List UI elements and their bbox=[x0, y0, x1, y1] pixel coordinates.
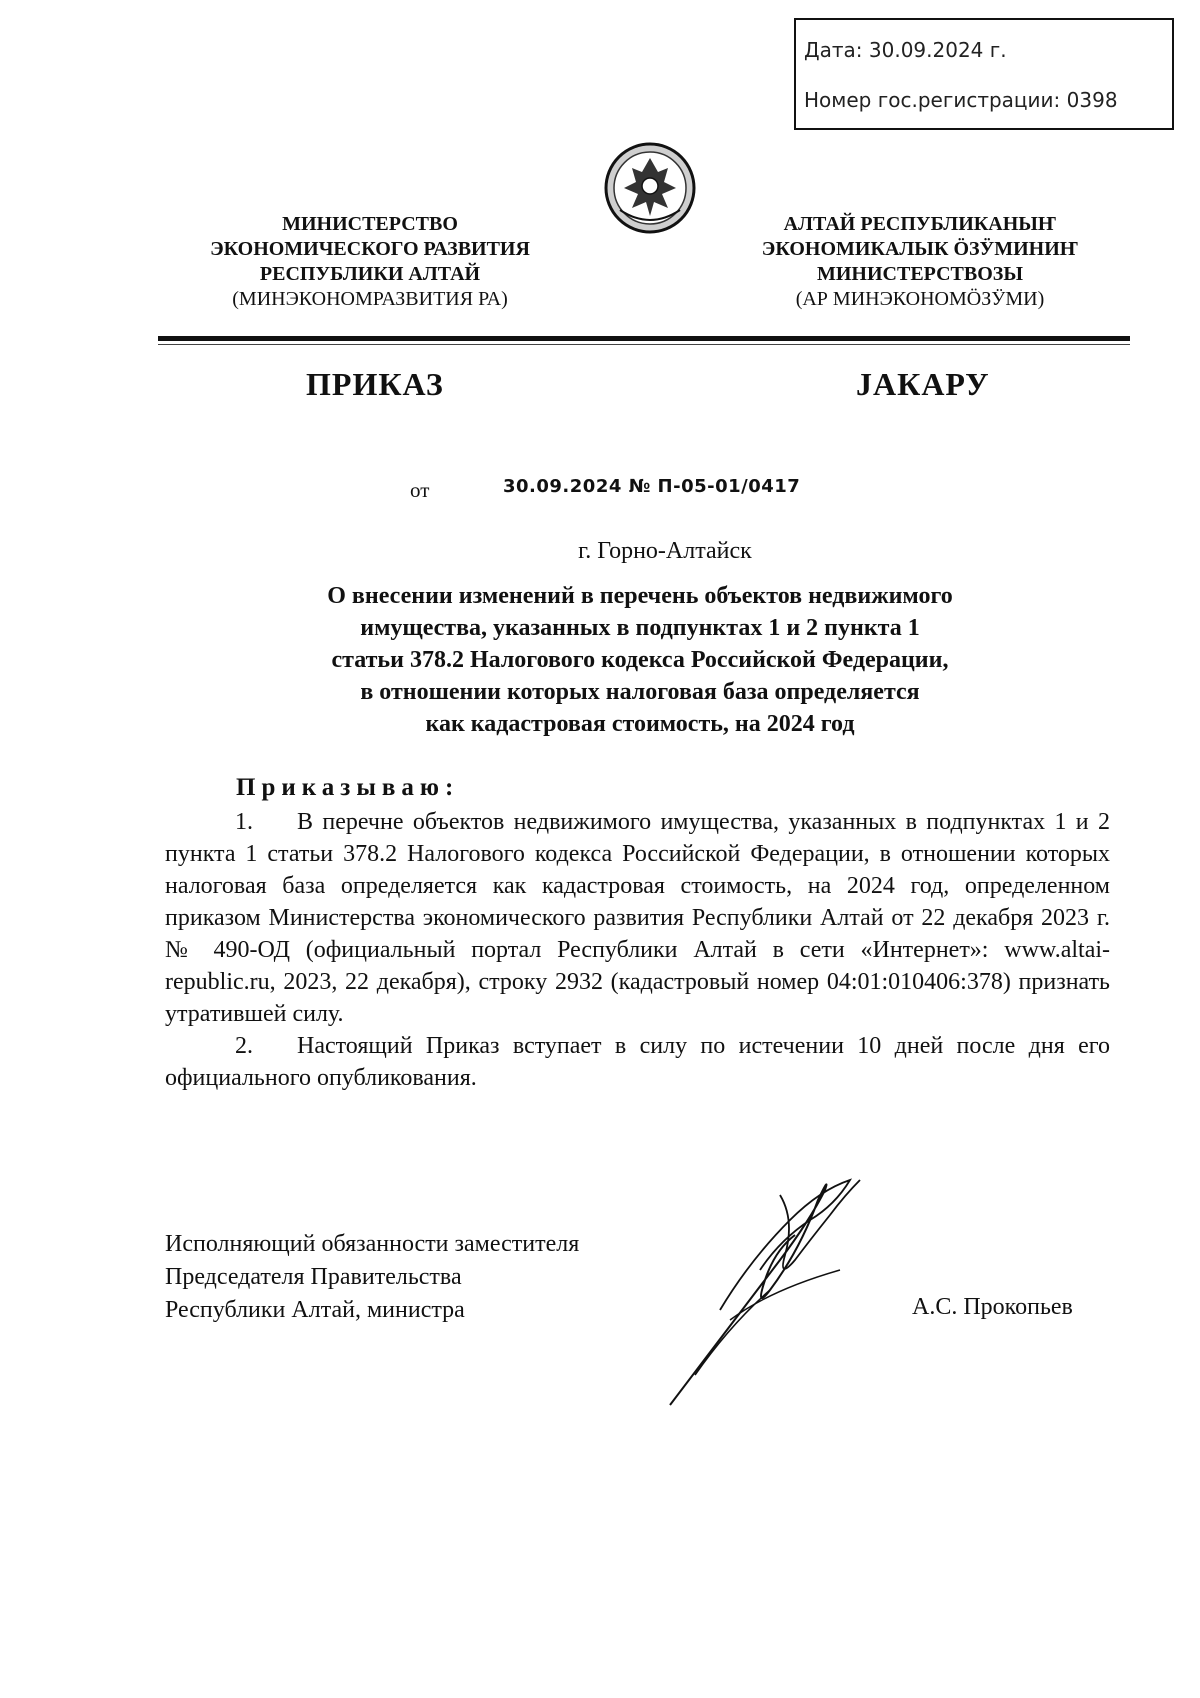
order-paragraph-2 bbox=[165, 1030, 1110, 1094]
ministry-header-line: АЛТАЙ РЕСПУБЛИКАНЫҤ bbox=[783, 213, 1057, 235]
order-paragraph-1 bbox=[165, 806, 1110, 1030]
subject-line: как кадастровая стоимость, на 2024 год bbox=[425, 711, 855, 737]
order-body bbox=[165, 806, 1110, 1094]
from-label: от bbox=[410, 478, 430, 502]
document-title-russian: ПРИКАЗ bbox=[306, 366, 444, 402]
order-number: 30.09.2024 № П-05-01/0417 bbox=[503, 476, 801, 497]
ministry-header-abbrev: (АР МИНЭКОНОМӦЗӰМИ) bbox=[795, 288, 1045, 310]
city-line: г. Горно-Алтайск bbox=[578, 538, 752, 564]
registration-box bbox=[794, 18, 1174, 130]
ministry-header-line: РЕСПУБЛИКИ АЛТАЙ bbox=[259, 263, 481, 285]
ministry-header-altai bbox=[730, 212, 1110, 312]
ministry-header-abbrev: (МИНЭКОНОМРАЗВИТИЯ РА) bbox=[232, 288, 508, 310]
handwritten-signature bbox=[660, 1160, 920, 1410]
registration-date-value: 30.09.2024 г. bbox=[868, 38, 1007, 62]
ministry-header-russian bbox=[190, 212, 550, 312]
header-divider bbox=[158, 336, 1130, 341]
header-divider-thin bbox=[158, 344, 1130, 345]
coat-of-arms-icon bbox=[602, 138, 698, 238]
ministry-header-line: МИНИСТЕРСТВО bbox=[282, 213, 458, 235]
subject-line: имущества, указанных в подпунктах 1 и 2 пункта 1 bbox=[360, 615, 920, 641]
subject-line: статьи 378.2 Налогового кодекса Российской Федерации, bbox=[331, 647, 949, 673]
registration-date-label: Дата: bbox=[804, 38, 863, 62]
signatory-name: А.С. Прокопьев bbox=[912, 1294, 1073, 1320]
order-directive: Приказываю: bbox=[236, 774, 460, 801]
ministry-header-line: ЭКОНОМИЧЕСКОГО РАЗВИТИЯ bbox=[210, 238, 530, 260]
signatory-position bbox=[165, 1228, 579, 1327]
paragraph-text: В перечне объектов недвижимого имущества, указанных в подпунктах 1 и 2 пункта 1 статьи 378.2 Налогового кодекса Российской Федерации, в отношении которых налоговая база определяется как кадастровая стоимость, на 2024 год, определенном приказом Министерства экономического развития Республики Алтай от 22 декабря 2023 г. № 490-ОД (официальный портал Республики Алтай в сети «Интернет»: www.altai-republic.ru, 2023, 22 декабря), строку 2932 (кадастровый номер 04:01:010406:378) признать утратившей силу. bbox=[165, 809, 1110, 1027]
registration-number-label: Номер гос.регистрации: bbox=[804, 88, 1061, 112]
subject-line: О внесении изменений в перечень объектов недвижимого bbox=[327, 583, 953, 609]
paragraph-text: Настоящий Приказ вступает в силу по истечении 10 дней после дня его официального опубликования. bbox=[165, 1033, 1110, 1091]
ministry-header-line: ЭКОНОМИКАЛЫК ӦЗӰМИНИҤ bbox=[761, 238, 1079, 260]
registration-number bbox=[804, 88, 1118, 112]
order-subject bbox=[200, 580, 1080, 740]
ministry-header-line: МИНИСТЕРСТВОЗЫ bbox=[816, 263, 1023, 285]
registration-number-value: 0398 bbox=[1066, 88, 1118, 112]
paragraph-number: 1. bbox=[235, 809, 253, 835]
signatory-position-line: Республики Алтай, министра bbox=[165, 1297, 465, 1323]
document-title-altai: JАКАРУ bbox=[856, 366, 990, 402]
signatory-position-line: Исполняющий обязанности заместителя bbox=[165, 1231, 580, 1257]
paragraph-number: 2. bbox=[235, 1033, 253, 1059]
signatory-position-line: Председателя Правительства bbox=[165, 1264, 462, 1290]
subject-line: в отношении которых налоговая база определяется bbox=[360, 679, 920, 705]
registration-date bbox=[804, 38, 1007, 62]
